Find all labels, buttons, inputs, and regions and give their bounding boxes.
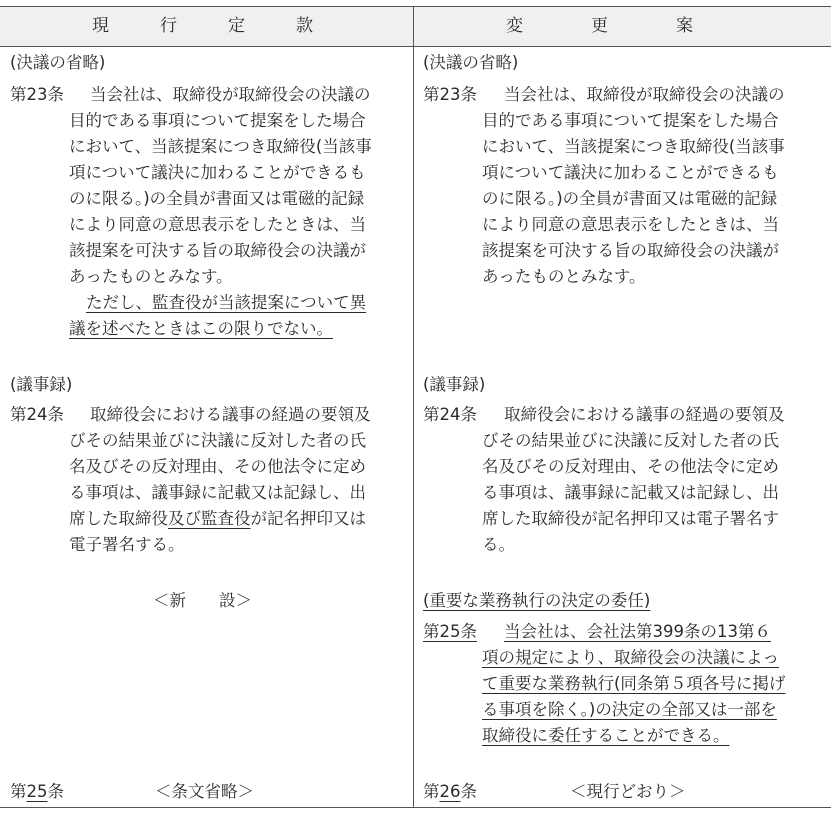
- proposed-article-25-label: 第25条: [423, 622, 477, 641]
- current-article-23-line: あったものとみなす。: [69, 267, 233, 286]
- proposed-article-24-line: 名及びその反対理由、その他法令に定め: [482, 457, 779, 476]
- proposed-article-25-line: る事項を除く。)の決定の全部又は一部を: [482, 700, 777, 719]
- current-article-23-line: により同意の意思表示をしたときは、当: [69, 215, 366, 234]
- label-text: 第: [10, 782, 27, 801]
- column-divider: [413, 6, 414, 808]
- label-text: 条: [460, 782, 477, 801]
- new-establishment-placeholder: ＜新 設＞: [153, 591, 252, 610]
- current-article-23-line: 該提案を可決する旨の取締役会の決議が: [69, 241, 366, 260]
- current-article-24-line-5: [69, 506, 366, 532]
- current-article-24-line: る事項は、議事録に記載又は記録し、出: [69, 483, 366, 502]
- current-article-24-line: 取締役会における議事の経過の要領及: [90, 405, 371, 424]
- proposed-article-25-line: 項の規定により、取締役会の決議によっ: [482, 648, 779, 667]
- current-article-23-line: 当会社は、取締役が取締役会の決議の: [90, 85, 371, 104]
- proposed-article-23-line: 該提案を可決する旨の取締役会の決議が: [482, 241, 779, 260]
- current-article-23-line: 目的である事項について提案をした場合: [69, 111, 366, 130]
- proposed-section-heading-omission: (決議の省略): [423, 53, 519, 72]
- header-bottom-border: [0, 46, 831, 47]
- current-article-24-label: 第24条: [10, 405, 64, 424]
- current-section-heading-minutes: (議事録): [10, 375, 73, 394]
- underlined-auditor: 監査役: [201, 509, 251, 528]
- current-article-23-line: のに限る。)の全員が書面又は電磁的記録: [69, 189, 365, 208]
- proposed-section-heading-delegation: (重要な業務執行の決定の委任): [423, 591, 651, 610]
- proposed-article-23-line: のに限る。)の全員が書面又は電磁的記録: [482, 189, 778, 208]
- proposed-article-24-line: 取締役会における議事の経過の要領及: [504, 405, 785, 424]
- table-top-border: [0, 6, 831, 7]
- proposed-article-25-line: 取締役に委任することができる。: [482, 726, 730, 745]
- current-article-24-line: 電子署名する。: [69, 535, 185, 554]
- current-article-23-label: 第23条: [10, 85, 64, 104]
- proposed-article-23-line: において、当該提案につき取締役(当該事: [482, 137, 785, 156]
- line-text: 席した取締役: [69, 509, 168, 528]
- proposed-article-26-label: [423, 779, 477, 805]
- proposed-article-23-line: あったものとみなす。: [482, 267, 646, 286]
- table-bottom-border: [0, 807, 831, 808]
- current-article-24-line: 名及びその反対理由、その他法令に定め: [69, 457, 366, 476]
- underlined-article-number: 25: [26, 782, 48, 801]
- line-text: が記名押印又は: [250, 509, 366, 528]
- proposed-article-24-line: る事項は、議事録に記載又は記録し、出: [482, 483, 779, 502]
- proposed-article-23-line: により同意の意思表示をしたときは、当: [482, 215, 779, 234]
- proposed-article-25-line: 当会社は、会社法第399条の13第６: [504, 622, 771, 641]
- label-text: 第: [423, 782, 440, 801]
- current-article-23-proviso-line: ただし、監査役が当該提案について異: [86, 293, 367, 312]
- proposed-section-heading-minutes: (議事録): [423, 375, 486, 394]
- proposed-article-25-line: て重要な業務執行(同条第５項各号に掲げ: [482, 674, 786, 693]
- proposed-article-26-text: ＜現行どおり＞: [570, 782, 686, 801]
- proposed-amendment-heading: 変 更 案: [506, 16, 693, 36]
- proposed-article-23-label: 第23条: [423, 85, 477, 104]
- proposed-article-24-line: びその結果並びに決議に反対した者の氏: [482, 431, 779, 450]
- current-article-25-text: ＜条文省略＞: [155, 782, 254, 801]
- current-article-24-line: びその結果並びに決議に反対した者の氏: [69, 431, 366, 450]
- current-article-23-line: において、当該提案につき取締役(当該事: [69, 137, 372, 156]
- proposed-article-24-label: 第24条: [423, 405, 477, 424]
- current-article-25-label: [10, 779, 64, 805]
- proposed-article-23-line: 目的である事項について提案をした場合: [482, 111, 779, 130]
- proposed-article-23-line: 項について議決に加わることができるも: [482, 163, 779, 182]
- proposed-article-23-line: 当会社は、取締役が取締役会の決議の: [504, 85, 785, 104]
- current-articles-heading: 現 行 定 款: [92, 16, 313, 36]
- underlined-and: 及び: [168, 509, 201, 528]
- underlined-article-number: 26: [439, 782, 461, 801]
- label-text: 条: [47, 782, 64, 801]
- current-article-23-proviso-line: 議を述べたときはこの限りでない。: [69, 319, 333, 338]
- current-article-23-line: 項について議決に加わることができるも: [69, 163, 366, 182]
- proposed-article-24-line: 席した取締役が記名押印又は電子署名す: [482, 509, 779, 528]
- proposed-article-24-line: る。: [482, 535, 515, 554]
- current-section-heading-omission: (決議の省略): [10, 53, 106, 72]
